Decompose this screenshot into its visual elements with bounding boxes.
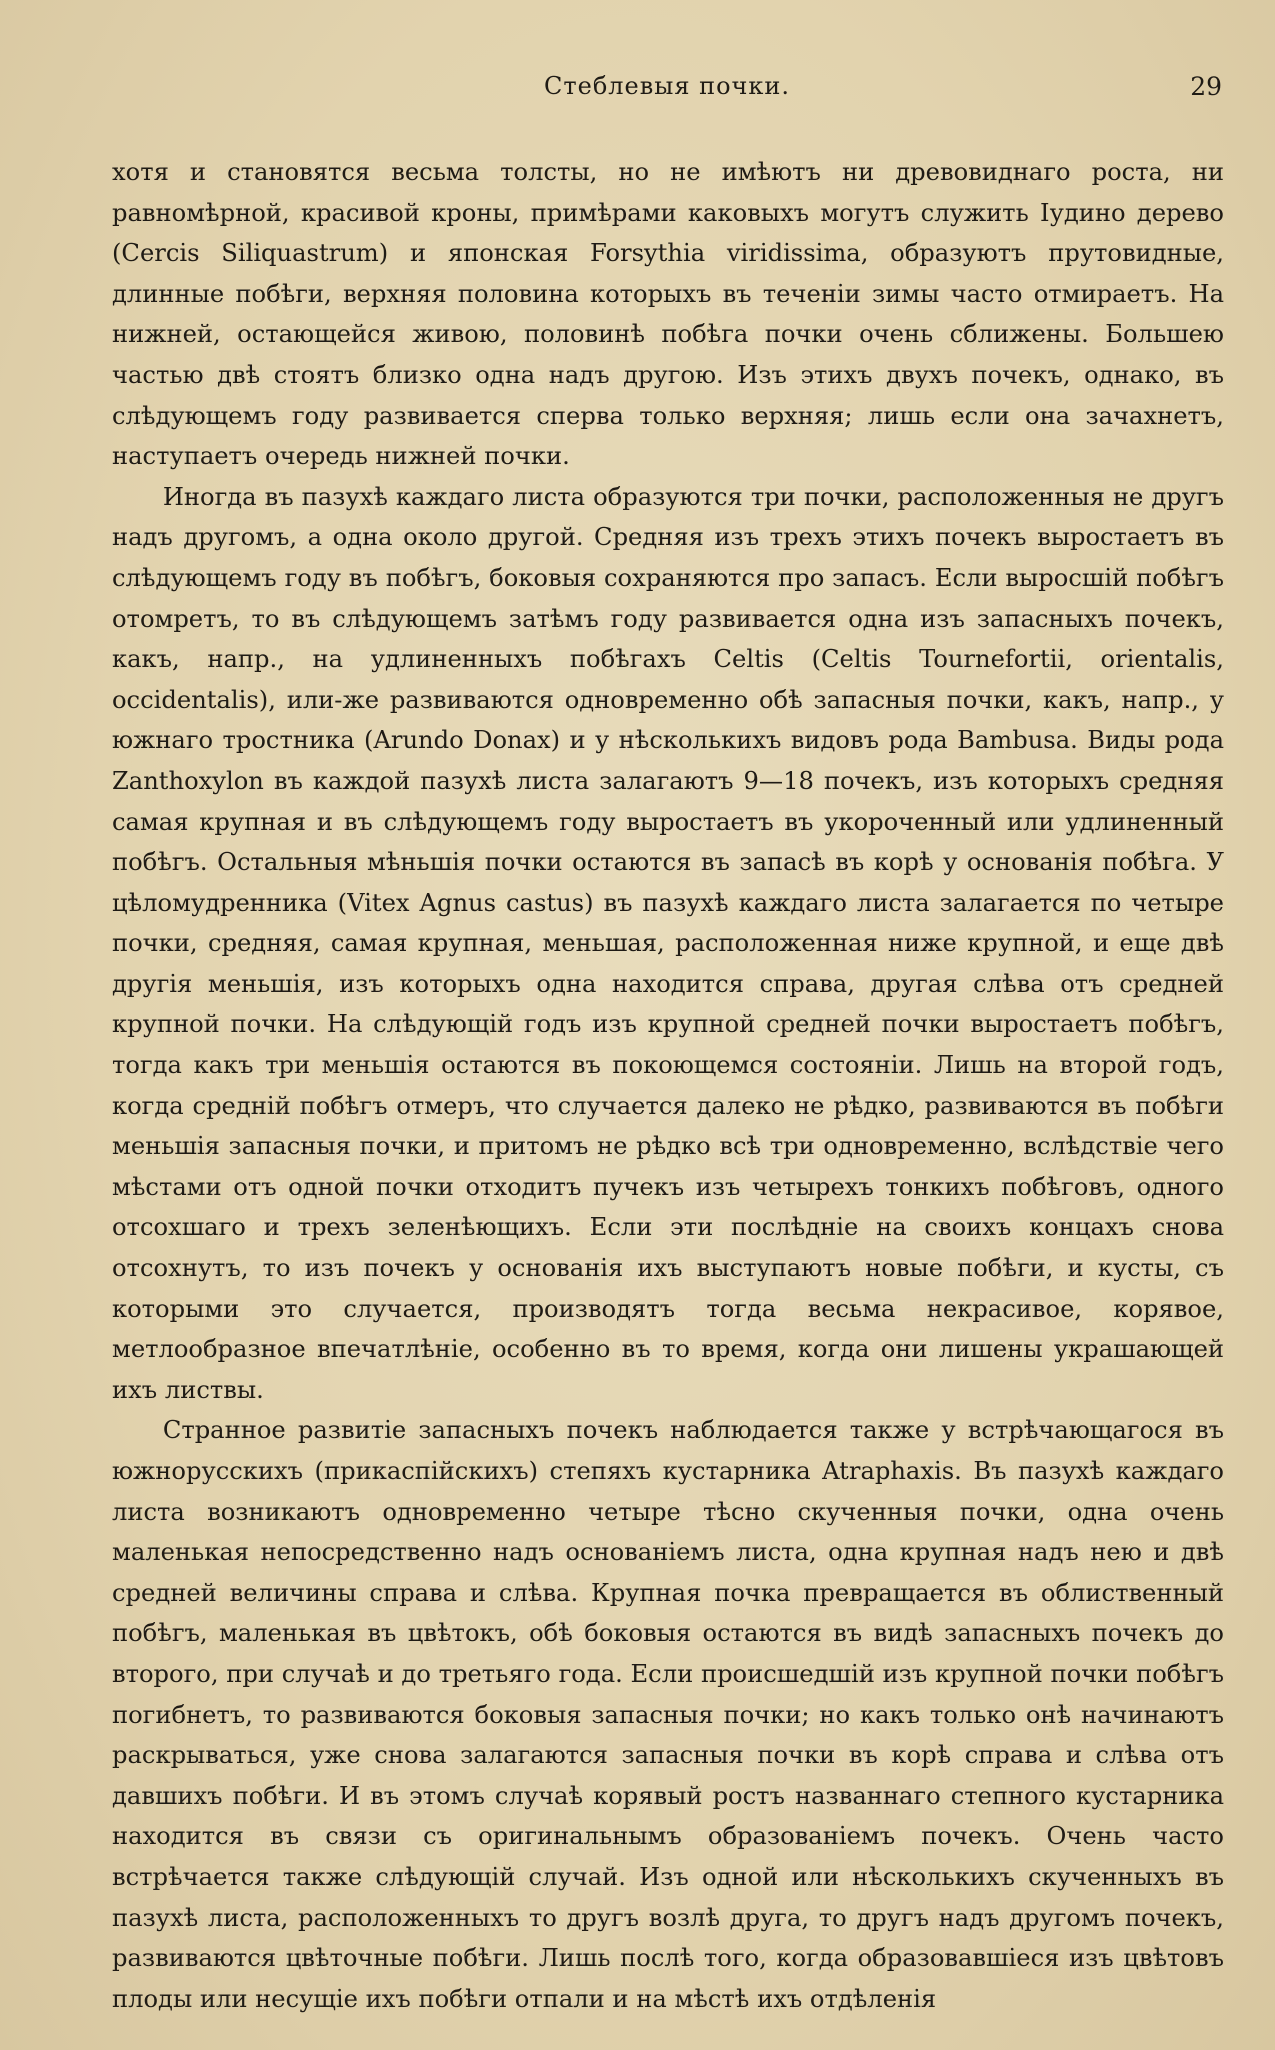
paragraph-continued: хотя и становятся весьма толсты, но не имѣютъ ни древовиднаго роста, ни равномѣрной, красивой кроны, примѣрами каковыхъ могутъ служить Іудино дерево (Cercis Siliquastrum) и японская Forsythia viridissima, образуютъ прутовидные, длинные побѣги, верхняя половина которыхъ въ теченіи зимы часто отмираетъ. На нижней, остающейся живою, половинѣ побѣга почки очень сближены. Большею частью двѣ стоятъ близко одна надъ другою. Изъ этихъ двухъ почекъ, однако, въ слѣдующемъ году развивается сперва только верхняя; лишь если она зачахнетъ, наступаетъ очередь нижней почки. <box>112 158 1224 471</box>
running-header <box>112 72 1222 108</box>
running-title: Стеблевыя почки. <box>543 72 791 100</box>
body-text <box>112 152 1224 2019</box>
paragraph: Странное развитіе запасныхъ почекъ наблюдается также у встрѣчающагося въ южнорусскихъ (прикаспійскихъ) степяхъ кустарника Atraphaxis. Въ пазухѣ каждаго листа возникаютъ одновременно четыре тѣсно скученныя почки, одна очень маленькая непосредственно надъ основаніемъ листа, одна крупная надъ нею и двѣ средней величины справа и слѣва. Крупная почка превращается въ облиственный побѣгъ, маленькая въ цвѣтокъ, обѣ боковыя остаются въ видѣ запасныхъ почекъ до второго, при случаѣ и до третьяго года. Если происшедшій изъ крупной почки побѣгъ погибнетъ, то развиваются боковыя запасныя почки; но какъ только онѣ начинаютъ раскрываться, уже снова залагаются запасныя почки въ корѣ справа и слѣва отъ давшихъ побѣги. И въ этомъ случаѣ корявый ростъ названнаго степного кустарника находится въ связи съ оригинальнымъ образованіемъ почекъ. Очень часто встрѣчается также слѣдующій случай. Изъ одной или нѣсколькихъ скученныхъ въ пазухѣ листа, расположенныхъ то другъ возлѣ друга, то другъ надъ другомъ почекъ, развиваются цвѣточные побѣги. Лишь послѣ того, когда образовавшіеся изъ цвѣтовъ плоды или несущіе ихъ побѣги отпали и на мѣстѣ ихъ отдѣленія <box>112 1416 1224 2013</box>
page-number: 29 <box>1190 72 1222 101</box>
paragraph: Иногда въ пазухѣ каждаго листа образуются три почки, расположенныя не другъ надъ другомъ, а одна около другой. Средняя изъ трехъ этихъ почекъ выростаетъ въ слѣдующемъ году въ побѣгъ, боковыя сохраняются про запасъ. Если выросшій побѣгъ отомретъ, то въ слѣдующемъ затѣмъ году развивается одна изъ запасныхъ почекъ, какъ, напр., на удлиненныхъ побѣгахъ Celtis (Celtis Tournefortii, orientalis, occidentalis), или-же развиваются одновременно обѣ запасныя почки, какъ, напр., у южнаго тростника (Arundo Donax) и у нѣсколькихъ видовъ рода Bambusa. Виды рода Zanthoxylon въ каждой пазухѣ листа залагаютъ 9—18 почекъ, изъ которыхъ средняя самая крупная и въ слѣдующемъ году выростаетъ въ укороченный или удлиненный побѣгъ. Остальныя мѣньшія почки остаются въ запасѣ въ корѣ у основанія побѣга. У цѣломудренника (Vitex Agnus castus) въ пазухѣ каждаго листа залагается по четыре почки, средняя, самая крупная, меньшая, расположенная ниже крупной, и еще двѣ другія меньшія, изъ которыхъ одна находится справа, другая слѣва отъ средней крупной почки. На слѣдующій годъ изъ крупной средней почки выростаетъ побѣгъ, тогда какъ три меньшія остаются въ покоющемся состояніи. Лишь на второй годъ, когда средній побѣгъ отмеръ, что случается далеко не рѣдко, развиваются въ побѣги меньшія запасныя почки, и притомъ не рѣдко всѣ три одновременно, вслѣдствіе чего мѣстами отъ одной почки отходитъ пучекъ изъ четырехъ тонкихъ побѣговъ, одного отсохшаго и трехъ зеленѣющихъ. Если эти послѣдніе на своихъ концахъ снова отсохнутъ, то изъ почекъ у основанія ихъ выступаютъ новые побѣги, и кусты, съ которыми это случается, производятъ тогда весьма некрасивое, корявое, метлообразное впечатлѣніе, особенно въ то время, когда они лишены украшающей ихъ листвы. <box>112 482 1224 1404</box>
